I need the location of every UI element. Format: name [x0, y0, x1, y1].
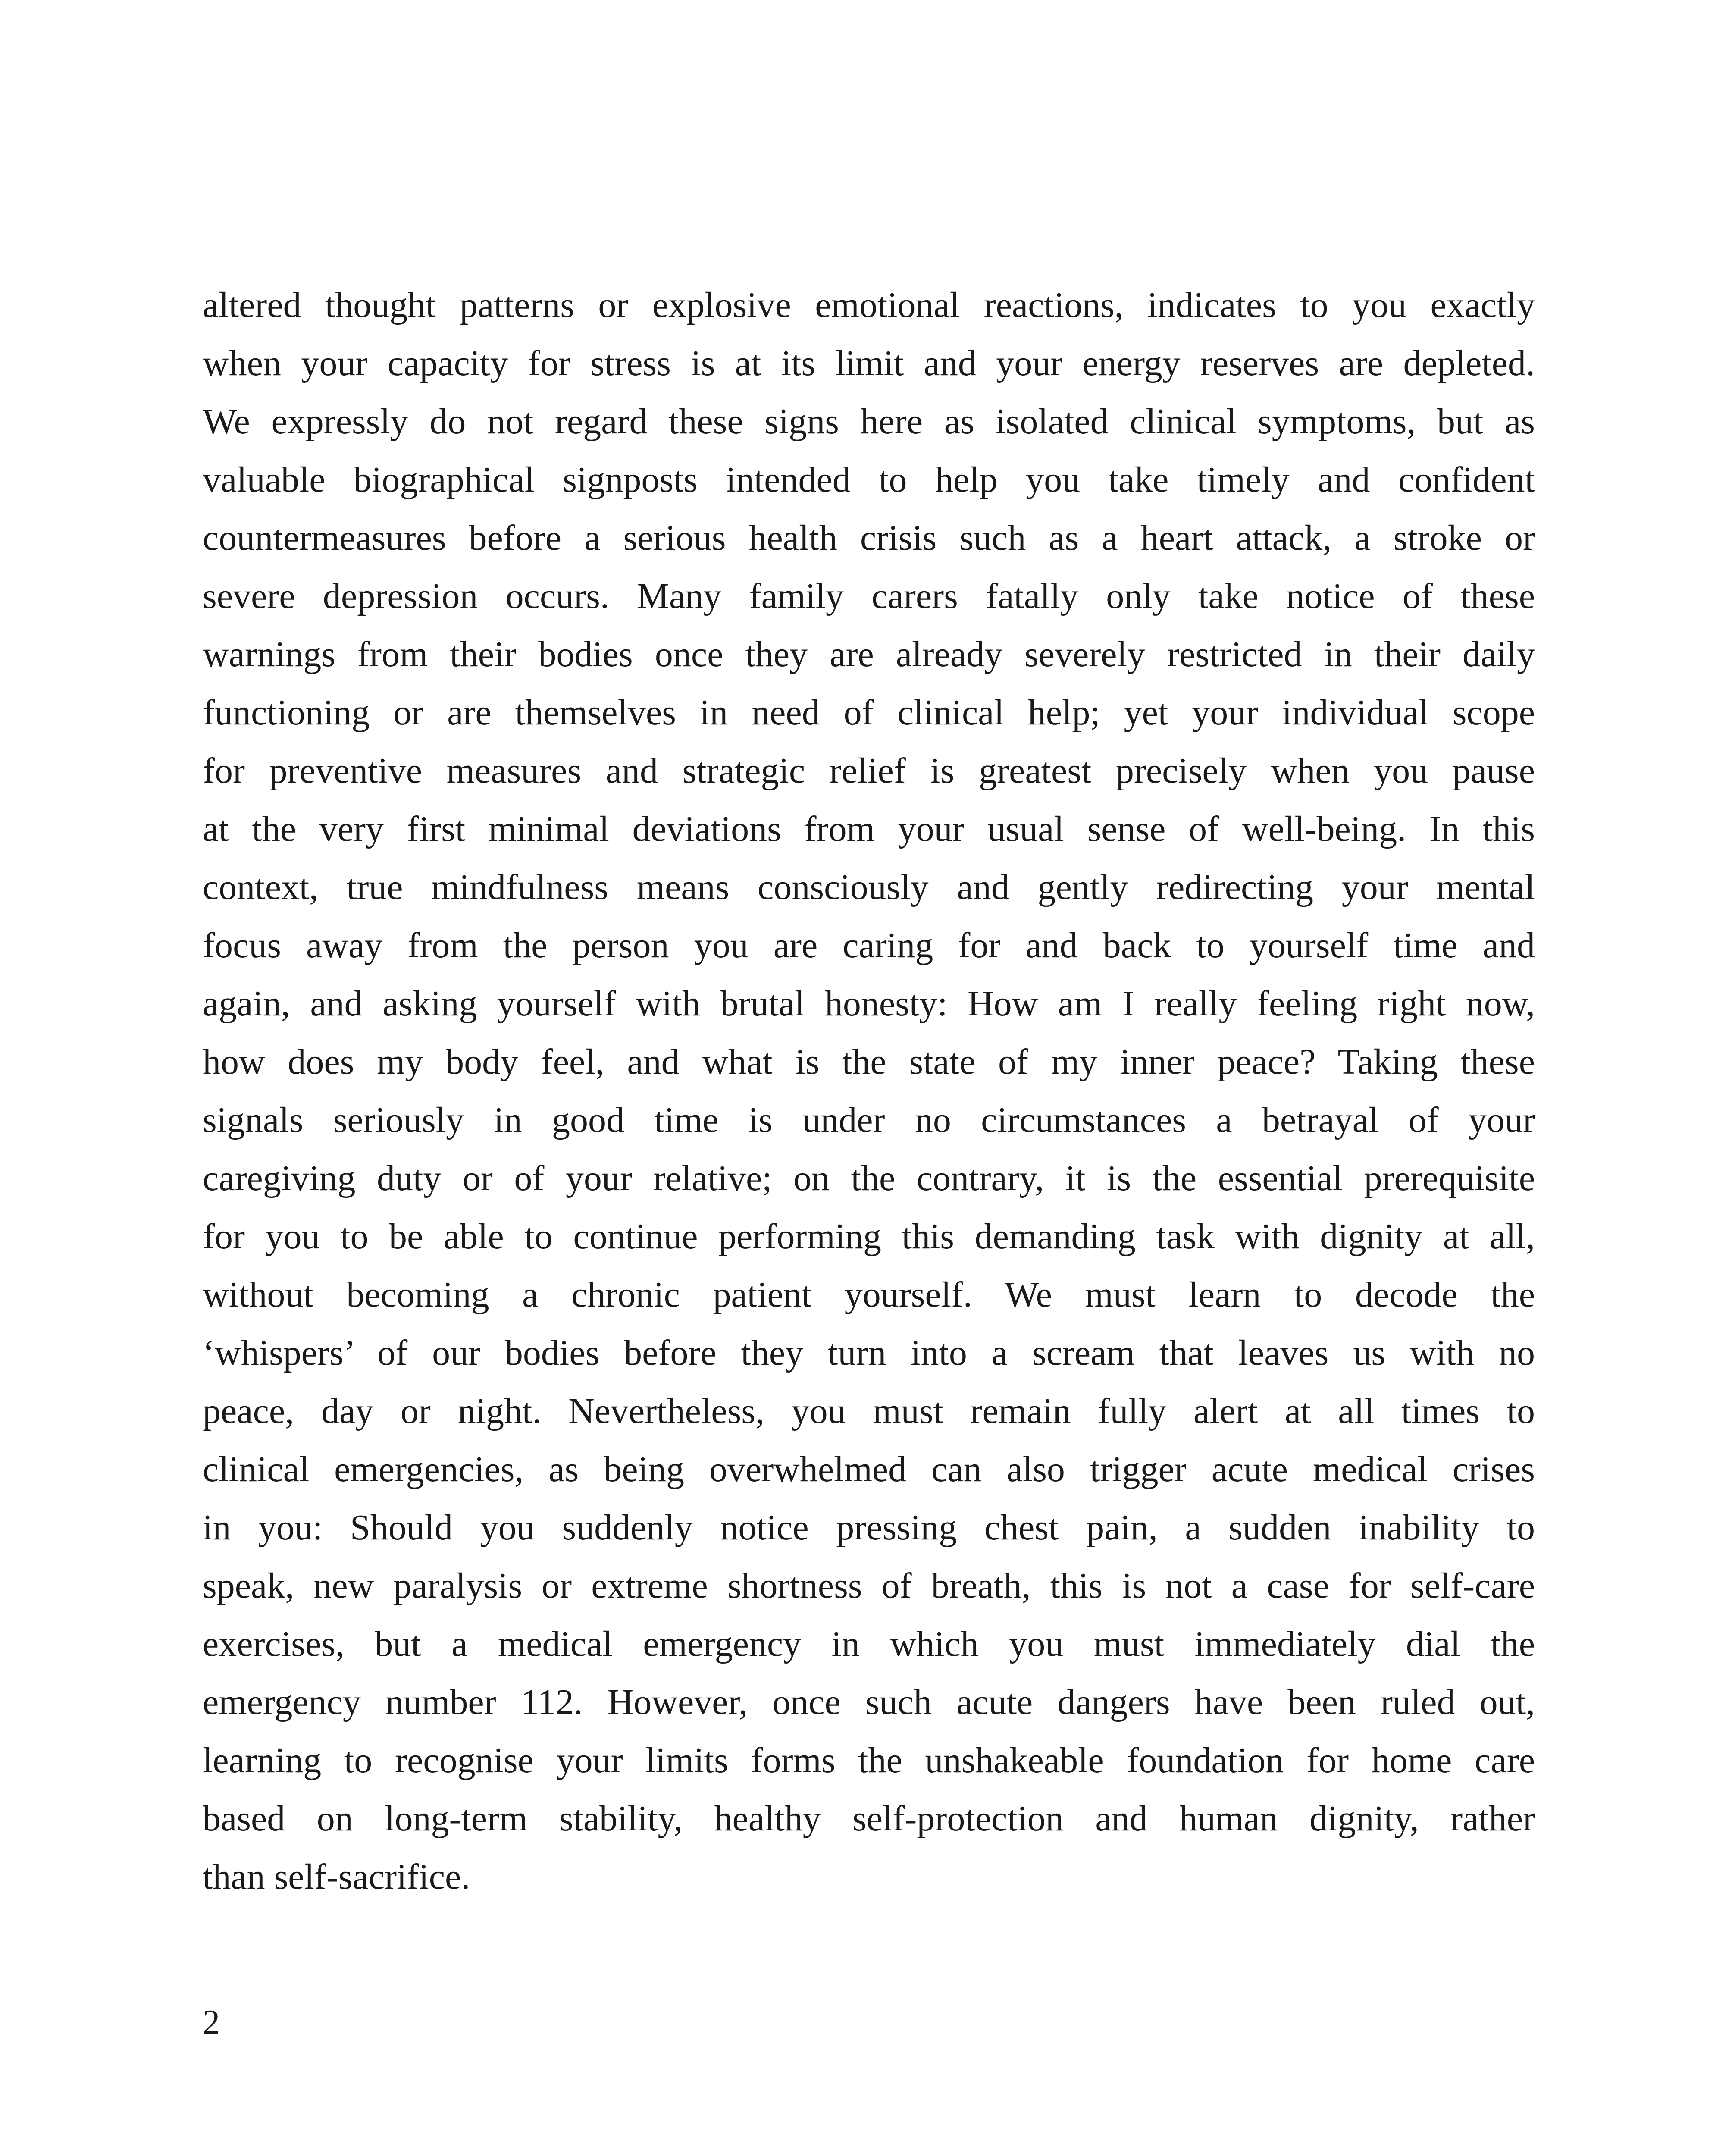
text-line: in you: Should you suddenly notice pressing chest pain, a sudden inability to [203, 1507, 1535, 1548]
page-number: 2 [203, 2003, 220, 2041]
text-line: for preventive measures and strategic relief is greatest precisely when you pause [203, 751, 1535, 791]
text-line: altered thought patterns or explosive emotional reactions, indicates to you exactly [203, 285, 1535, 325]
text-line: without becoming a chronic patient yourself. We must learn to decode the [203, 1275, 1535, 1315]
text-line: severe depression occurs. Many family carers fatally only take notice of these [203, 576, 1535, 616]
text-line: ‘whispers’ of our bodies before they turn into a scream that leaves us with no [203, 1333, 1535, 1373]
text-line: countermeasures before a serious health crisis such as a heart attack, a stroke or [203, 518, 1535, 558]
text-line: learning to recognise your limits forms the unshakeable foundation for home care [203, 1740, 1535, 1780]
text-line: caregiving duty or of your relative; on the contrary, it is the essential prerequisite [203, 1158, 1535, 1198]
text-line: how does my body feel, and what is the state of my inner peace? Taking these [203, 1042, 1535, 1082]
text-line: when your capacity for stress is at its limit and your energy reserves are depleted. [203, 343, 1535, 383]
text-line: warnings from their bodies once they are already severely restricted in their daily [203, 634, 1535, 674]
text-line: peace, day or night. Nevertheless, you must remain fully alert at all times to [203, 1391, 1535, 1431]
body-paragraph [203, 276, 1535, 1906]
text-line: exercises, but a medical emergency in which you must immediately dial the [203, 1624, 1535, 1664]
text-line: focus away from the person you are caring for and back to yourself time and [203, 925, 1535, 965]
text-line: context, true mindfulness means consciously and gently redirecting your mental [203, 867, 1535, 907]
text-line: signals seriously in good time is under no circumstances a betrayal of your [203, 1100, 1535, 1140]
text-line: functioning or are themselves in need of clinical help; yet your individual scope [203, 693, 1535, 733]
text-line: clinical emergencies, as being overwhelmed can also trigger acute medical crises [203, 1449, 1535, 1489]
text-line: speak, new paralysis or extreme shortness of breath, this is not a case for self-care [203, 1566, 1535, 1606]
text-line: than self-sacrifice. [203, 1857, 470, 1897]
text-line: emergency number 112. However, once such acute dangers have been ruled out, [203, 1682, 1535, 1722]
text-line: at the very first minimal deviations from your usual sense of well-being. In this [203, 809, 1535, 849]
text-line: We expressly do not regard these signs here as isolated clinical symptoms, but as [203, 401, 1535, 442]
text-line: based on long-term stability, healthy self-protection and human dignity, rather [203, 1799, 1535, 1839]
text-line: for you to be able to continue performing this demanding task with dignity at all, [203, 1216, 1535, 1257]
text-line: again, and asking yourself with brutal honesty: How am I really feeling right now, [203, 984, 1535, 1024]
text-line: valuable biographical signposts intended to help you take timely and confident [203, 460, 1535, 500]
